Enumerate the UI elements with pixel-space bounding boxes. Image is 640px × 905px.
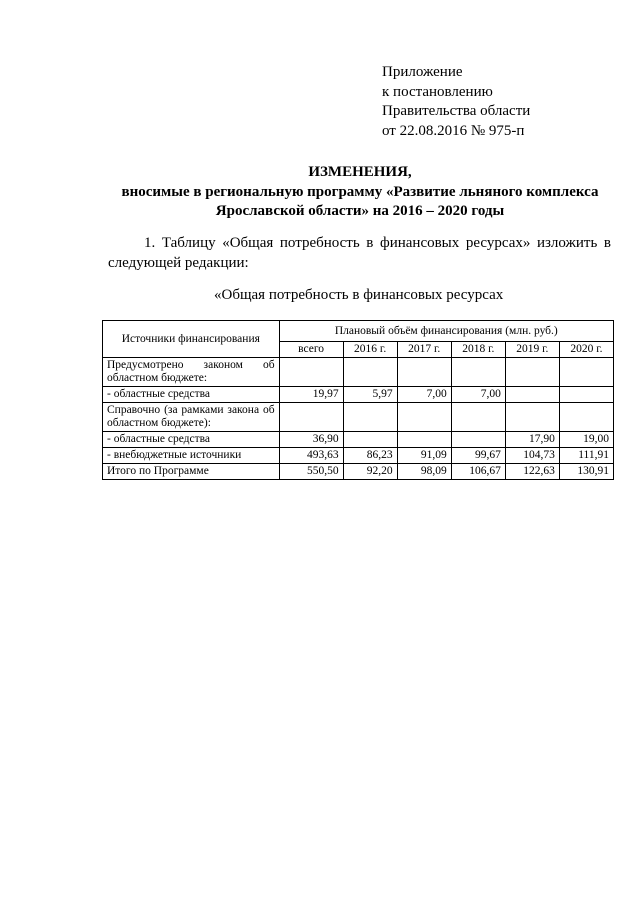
cell-value: 19,00: [559, 432, 613, 448]
subheader-cell: всего: [279, 342, 343, 358]
cell-value: 86,23: [343, 448, 397, 464]
attachment-line: от 22.08.2016 № 975-п: [382, 122, 525, 139]
attachment-line: Правительства области: [382, 103, 531, 119]
row-label: - внебюджетные источники: [103, 448, 280, 464]
cell-value: 106,67: [451, 464, 505, 480]
cell-value: [559, 358, 613, 387]
table-row: [103, 358, 614, 387]
cell-value: 5,97: [343, 387, 397, 403]
cell-value: 7,00: [451, 387, 505, 403]
subheader-cell: 2020 г.: [559, 342, 613, 358]
cell-value: [451, 358, 505, 387]
cell-value: [451, 432, 505, 448]
table-row: [103, 432, 614, 448]
instruction-paragraph: 1. Таблицу «Общая потребность в финансовых ресурсах» изложить в следующей редакции:: [108, 235, 611, 271]
table-total-row: [103, 464, 614, 480]
cell-value: [343, 403, 397, 432]
cell-value: 550,50: [279, 464, 343, 480]
cell-value: 92,20: [343, 464, 397, 480]
subheader-cell: 2017 г.: [397, 342, 451, 358]
header-volume: Плановый объём финансирования (млн. руб.): [279, 321, 613, 342]
title-line: вносимые в региональную программу «Развитие льняного комплекса: [121, 183, 599, 200]
cell-value: [505, 358, 559, 387]
cell-value: [279, 358, 343, 387]
cell-value: [343, 358, 397, 387]
cell-value: [451, 403, 505, 432]
table-row: [103, 403, 614, 432]
cell-value: 493,63: [279, 448, 343, 464]
subheader-cell: 2018 г.: [451, 342, 505, 358]
cell-value: 7,00: [397, 387, 451, 403]
row-label: Предусмотрено законом об областном бюджете:: [103, 358, 280, 387]
cell-value: [279, 403, 343, 432]
subheader-cell: 2016 г.: [343, 342, 397, 358]
title-line: ИЗМЕНЕНИЯ,: [308, 164, 412, 180]
cell-value: [505, 387, 559, 403]
cell-value: 104,73: [505, 448, 559, 464]
cell-value: 99,67: [451, 448, 505, 464]
attachment-line: Приложение: [382, 64, 463, 80]
cell-value: [559, 403, 613, 432]
cell-value: [559, 387, 613, 403]
cell-value: 36,90: [279, 432, 343, 448]
row-label: Справочно (за рамками закона об областном бюджете):: [103, 403, 280, 432]
financing-table: [102, 320, 614, 480]
attachment-block: [382, 63, 530, 141]
cell-value: 111,91: [559, 448, 613, 464]
row-label: - областные средства: [103, 432, 280, 448]
cell-value: [505, 403, 559, 432]
title-line: Ярославской области» на 2016 – 2020 годы: [215, 203, 505, 219]
table-row: [103, 448, 614, 464]
table-header-row: [103, 321, 614, 342]
cell-value: 91,09: [397, 448, 451, 464]
cell-value: 130,91: [559, 464, 613, 480]
cell-value: 98,09: [397, 464, 451, 480]
subheader-cell: 2019 г.: [505, 342, 559, 358]
attachment-line: к постановлению: [382, 83, 493, 100]
table-caption: «Общая потребность в финансовых ресурсах: [214, 287, 504, 303]
cell-value: [397, 358, 451, 387]
document-title: [90, 163, 630, 222]
cell-value: 19,97: [279, 387, 343, 403]
cell-value: [397, 403, 451, 432]
cell-value: [397, 432, 451, 448]
cell-value: 122,63: [505, 464, 559, 480]
cell-value: [343, 432, 397, 448]
row-label: Итого по Программе: [103, 464, 280, 480]
cell-value: 17,90: [505, 432, 559, 448]
row-label: - областные средства: [103, 387, 280, 403]
header-source: Источники финансирования: [103, 321, 280, 358]
table-row: [103, 387, 614, 403]
